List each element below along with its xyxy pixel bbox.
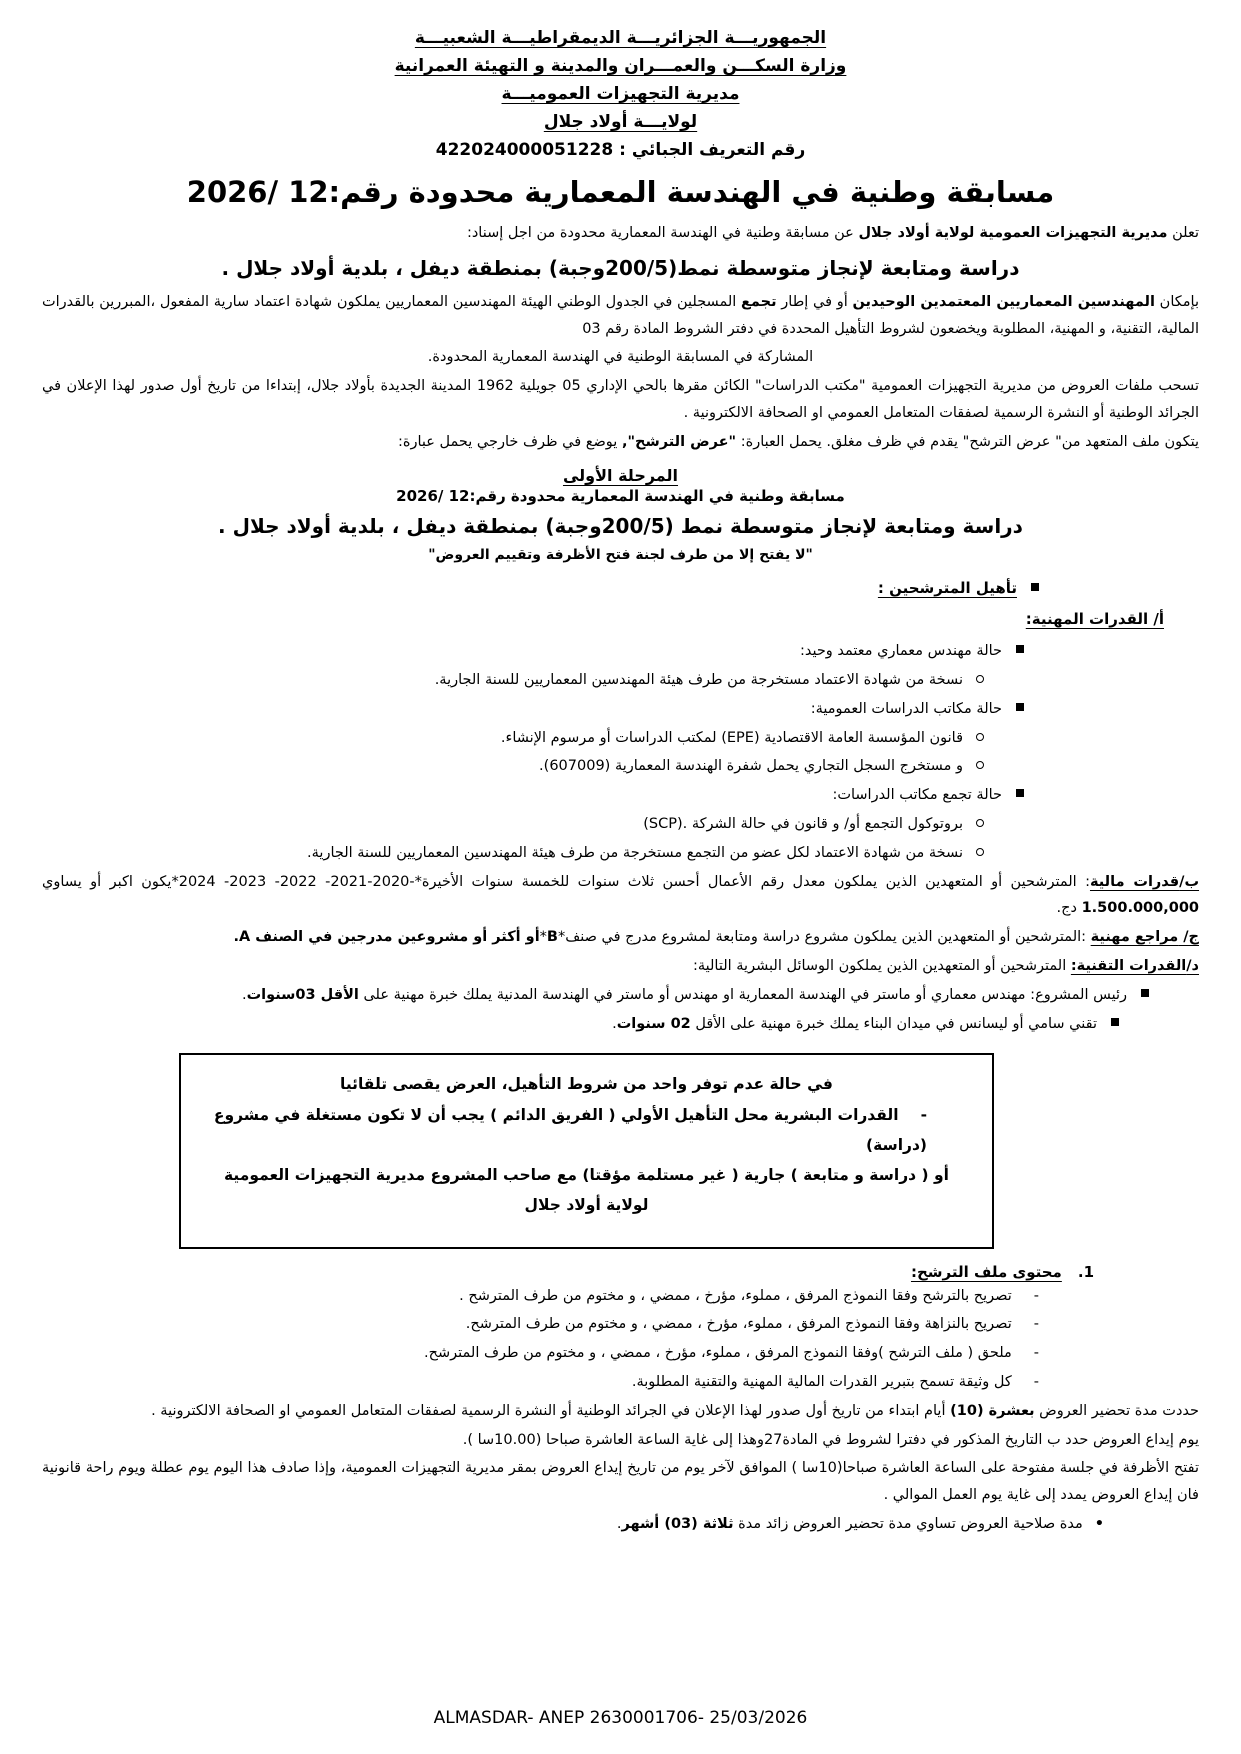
financial-label: قدرات مالية xyxy=(1089,873,1180,890)
references-text: :المترشحين أو المتعهدين الذين يملكون مشروع دراسة ومتابعة لمشروع مدرج في صنف* xyxy=(557,929,1091,946)
case-sub-item xyxy=(42,840,1199,867)
announce-rest: عن مسابقة وطنية في الهندسة المعمارية محدودة من اجل إسناد: xyxy=(466,224,859,241)
professional-references-paragraph xyxy=(42,924,1199,951)
square-bullet-icon xyxy=(1016,703,1024,711)
case-sub-text: قانون المؤسسة العامة الاقتصادية (EPE) لمكتب الدراسات أو مرسوم الإنشاء. xyxy=(500,729,963,746)
page-title: مسابقة وطنية في الهندسة المعمارية محدودة رقم:12 /2026 xyxy=(186,175,1055,210)
envelope-paragraph xyxy=(42,429,1199,456)
content-item-text: تصريح بالترشح وفقا النموذج المرفق ، مملوء، مؤرخ ، ممضي ، و مختوم من طرف المترشح . xyxy=(459,1287,1012,1304)
eligibility-run: أو في إطار xyxy=(776,293,853,310)
content-item-text: تصريح بالنزاهة وفقا النموذج المرفق ، مملوء، مؤرخ ، ممضي ، و مختوم من طرف المترشح. xyxy=(465,1316,1012,1333)
financial-amount: 1.500.000,000 xyxy=(1081,900,1199,917)
references-text: * xyxy=(539,929,547,946)
hr-item-text: تقني سامي أو ليسانس في ميدان البناء يملك خبرة مهنية على الأقل xyxy=(690,1015,1097,1032)
dash-marker: - xyxy=(1033,1345,1039,1362)
square-bullet-icon xyxy=(1111,1018,1119,1026)
circle-bullet-icon xyxy=(976,675,984,683)
case-item xyxy=(42,696,1199,723)
timing-text: أيام ابتداء من تاريخ أول صدور لهذا الإعلان في الجرائد الوطنية أو النشرة الرسمية لصفقات المتعامل العمومي او الصحافة الالكترونية . xyxy=(151,1402,951,1419)
header-directorate-line: مديرية التجهيزات العموميـــة xyxy=(501,84,740,105)
dash-marker: - xyxy=(1033,1374,1039,1391)
header-wilaya-line: لولايـــة أولاد جلال xyxy=(543,112,698,133)
technical-prefix: د/ xyxy=(1186,958,1199,975)
professional-capacities-heading xyxy=(42,606,1199,634)
hr-item-text: . xyxy=(612,1015,617,1032)
case-sub-item xyxy=(42,725,1199,752)
case-title: حالة مهندس معماري معتمد وحيد: xyxy=(799,643,1002,660)
warning-line: في حالة عدم توفر واحد من شروط التأهيل، العرض يقصى تلقائيا xyxy=(340,1075,833,1094)
warning-line-text: القدرات البشرية محل التأهيل الأولي ( الفريق الدائم ) يجب أن لا تكون مستغلة في مشروع (دراسة) xyxy=(213,1105,927,1154)
eligibility-paragraph xyxy=(42,289,1199,343)
technical-label: القدرات التقنية: xyxy=(1070,958,1187,975)
envelope-run: يوضع في ظرف خارجي يحمل عبارة: xyxy=(398,433,622,450)
project-title: دراسة ومتابعة لإنجاز متوسطة نمط(200/5وجبة) بمنطقة ديفل ، بلدية أولاد جلال . xyxy=(221,255,1020,280)
anep-footer: ALMASDAR- ANEP 2630001706- 25/03/2026 xyxy=(433,1708,808,1728)
case-sub-item xyxy=(42,667,1199,694)
references-class-b: B xyxy=(546,929,558,946)
references-label: مراجع مهنية xyxy=(1090,929,1179,946)
announce-paragraph xyxy=(42,220,1199,247)
eligibility-bold-architects: المهندسين المعماريين المعتمدين الوحيدين xyxy=(852,293,1155,310)
timing-ten-days: بعشرة (10) xyxy=(950,1402,1035,1419)
references-bold-tail: أو أكثر أو مشروعين مدرجين في الصنف A. xyxy=(233,929,540,946)
references-prefix: ج/ xyxy=(1178,929,1199,946)
hr-item-text: . xyxy=(241,986,247,1003)
timing-text: حددت مدة تحضير العروض xyxy=(1034,1402,1199,1419)
offer-validity-item xyxy=(42,1511,1199,1538)
case-title: حالة تجمع مكاتب الدراسات: xyxy=(832,787,1002,804)
content-item xyxy=(42,1369,1199,1396)
case-sub-text: نسخة من شهادة الاعتماد مستخرجة من طرف هيئة المهندسين المعماريين للسنة الجارية. xyxy=(434,671,963,688)
square-bullet-icon xyxy=(1016,789,1024,797)
qualification-heading-label: تأهيل المترشحين : xyxy=(877,578,1017,597)
content-section-heading xyxy=(42,1263,1199,1281)
qualification-heading xyxy=(42,575,1199,603)
tax-id-line: رقم التعريف الجبائي : 422024000051228 xyxy=(435,140,806,161)
hr-item-experience: 02 سنوات xyxy=(616,1015,691,1032)
content-item xyxy=(42,1283,1199,1310)
case-sub-text: بروتوكول التجمع أو/ و قانون في حالة الشركة .(SCP) xyxy=(643,815,963,832)
financial-prefix: ب/ xyxy=(1179,873,1200,890)
document-header xyxy=(42,24,1199,164)
square-bullet-icon xyxy=(1016,645,1024,653)
financial-capacities-paragraph xyxy=(42,869,1199,923)
dash-marker: - xyxy=(1033,1316,1039,1333)
warning-line: أو ( دراسة و متابعة ) جارية ( غير مستلمة مؤقتا) مع صاحب المشروع مديرية التجهيزات العمومية xyxy=(224,1166,949,1185)
eligibility-bold-group: تجمع xyxy=(741,293,777,310)
bullet-icon: • xyxy=(1094,1516,1104,1533)
validity-text: مدة صلاحية العروض تساوي مدة تحضير العروض زائد مدة xyxy=(733,1516,1083,1533)
stage-project-title: دراسة ومتابعة لإنجاز متوسطة نمط (200/5وجبة) بمنطقة ديفل ، بلدية أولاد جلال . xyxy=(218,513,1023,538)
square-bullet-icon xyxy=(1141,989,1149,997)
validity-text: . xyxy=(616,1516,622,1533)
envelope-bold-label: "عرض الترشح", xyxy=(621,433,737,450)
hr-requirement-item xyxy=(42,1011,1199,1038)
case-item xyxy=(42,638,1199,665)
stage-subtitle: مسابقة وطنية في الهندسة المعمارية محدودة رقم:12 /2026 xyxy=(396,486,845,505)
case-sub-text: نسخة من شهادة الاعتماد لكل عضو من التجمع مستخرجة من طرف هيئة المهندسين المعماريين للسنة الجارية. xyxy=(307,844,963,861)
section-number: 1. xyxy=(1077,1262,1094,1281)
square-bullet-icon xyxy=(1031,583,1039,591)
warning-line xyxy=(191,1100,982,1160)
withdrawal-paragraph: تسحب ملفات العروض من مديرية التجهيزات العمومية "مكتب الدراسات" الكائن مقرها بالحي الإداري 05 جويلية 1962 المدينة الجديدة بأولاد جلال، إبتداءا من تاريخ أول صدور لهذا الإعلان في الجرائد الوطنية أو النشرة الرسمية لصفقات المتعامل العمومي او الصحافة الالكترونية . xyxy=(42,378,1199,421)
warning-line: لولاية أولاد جلال xyxy=(524,1196,649,1215)
do-not-open-note: "لا يفتح إلا من طرف لجنة فتح الأظرفة وتقييم العروض" xyxy=(428,546,813,563)
content-item-text: كل وثيقة تسمح بتبرير القدرات المالية المهنية والتقنية المطلوبة. xyxy=(631,1374,1012,1391)
deposit-day-paragraph: يوم إيداع العروض حدد ب التاريخ المذكور في دفترا لشروط في المادة27وهذا إلى غاية الساعة العاشرة صباحا (10.00سا ). xyxy=(462,1431,1199,1448)
hr-item-experience: الأقل 03سنوات xyxy=(246,986,359,1003)
case-sub-item xyxy=(42,811,1199,838)
hr-requirement-item xyxy=(42,982,1199,1009)
case-sub-item xyxy=(42,753,1199,780)
eligibility-run: بإمكان xyxy=(1154,293,1199,310)
hr-item-text: رئيس المشروع: مهندس معماري أو ماستر في الهندسة المعمارية او مهندس أو ماستر في الهندسة المدنية يملك خبرة مهنية على xyxy=(358,986,1127,1003)
circle-bullet-icon xyxy=(976,848,984,856)
financial-currency: دج. xyxy=(1056,900,1082,917)
disqualification-warning-box xyxy=(179,1053,994,1248)
dash-marker: - xyxy=(920,1105,927,1124)
eligibility-run: المسجلين في الجدول الوطني الهيئة المهندسين المعماريين يملكون شهادة اعتماد سارية المفعول ،المبررين بالقدرات المالية، التقنية، و المهنية، المطلوبة ويخضعون لشروط التأهيل المحددة في دفتر الشروط المادة رقم 03 xyxy=(42,293,1199,337)
announce-authority: مديرية التجهيزات العمومية لولاية أولاد جلال xyxy=(858,224,1168,241)
envelope-run: يتكون ملف المتعهد من" عرض الترشح" يقدم في ظرف مغلق. يحمل العبارة: xyxy=(736,433,1199,450)
validity-three-months: ثلاثة (03) أشهر xyxy=(621,1516,734,1533)
opening-session-paragraph: تفتح الأظرفة في جلسة مفتوحة على الساعة العاشرة صباحا(10سا ) الموافق لآخر يوم من تاريخ إيداع العروض بمقر مديرية التجهيزات العمومية، وإذا صادف هذا اليوم يوم عطلة ويوم راحة قانونية فان إيداع العروض يمدد إلى غاية يوم العمل الموالي . xyxy=(42,1460,1199,1504)
content-item xyxy=(42,1340,1199,1367)
dash-marker: - xyxy=(1033,1287,1039,1304)
circle-bullet-icon xyxy=(976,761,984,769)
case-title: حالة مكاتب الدراسات العمومية: xyxy=(810,700,1002,717)
eligibility-last-line: المشاركة في المسابقة الوطنية في الهندسة المعمارية المحدودة. xyxy=(427,349,814,366)
technical-capacities-paragraph xyxy=(42,953,1199,980)
content-item xyxy=(42,1311,1199,1338)
circle-bullet-icon xyxy=(976,819,984,827)
announce-text: تعلن xyxy=(1167,224,1199,241)
technical-text: المترشحين أو المتعهدين الذين يملكون الوسائل البشرية التالية: xyxy=(692,958,1071,975)
case-item xyxy=(42,782,1199,809)
content-item-text: ملحق ( ملف الترشح )وفقا النموذج المرفق ، مملوء، مؤرخ ، ممضي ، و مختوم من طرف المترشح. xyxy=(424,1345,1012,1362)
preparation-period-paragraph xyxy=(42,1398,1199,1425)
professional-capacities-label: أ/ القدرات المهنية: xyxy=(1025,610,1164,629)
header-republic-line: الجمهوريـــة الجزائريـــة الديمقراطيـــة الشعبيـــة xyxy=(414,28,827,48)
stage-title: المرحلة الأولى xyxy=(562,465,679,485)
header-ministry-line: وزارة السكـــن والعمـــران والمدينة و التهيئة العمرانية xyxy=(394,56,847,77)
case-sub-text: و مستخرج السجل التجاري يحمل شفرة الهندسة المعمارية (607009). xyxy=(539,758,963,775)
circle-bullet-icon xyxy=(976,733,984,741)
content-section-label: محتوى ملف الترشح: xyxy=(910,1262,1062,1281)
financial-text: : المترشحين أو المتعهدين الذين يملكون معدل رقم الأعمال أحسن ثلاث سنوات للخمسة سنوات الأخيرة*-2020-2021- 2022- 2023- 2024*يكون اكبر أو يساوي xyxy=(42,873,1090,890)
